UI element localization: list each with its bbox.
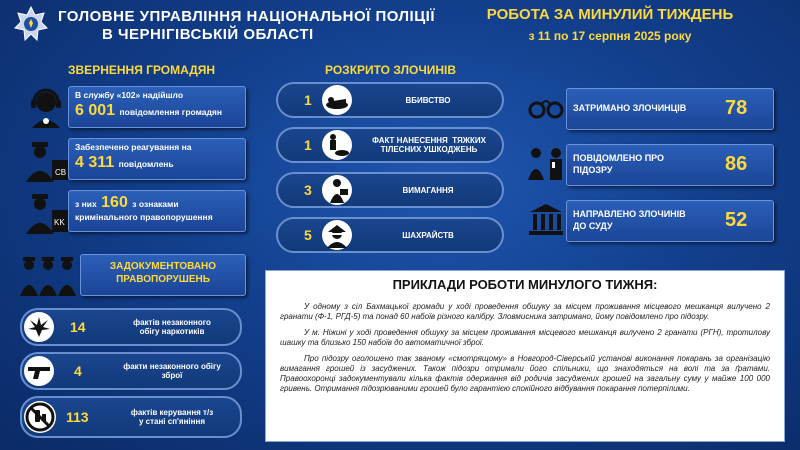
documented-title-line2: ПРАВОПОРУШЕНЬ <box>116 274 210 285</box>
documented-title-line1: ЗАДОКУМЕНТОВАНО <box>109 261 217 272</box>
documented-title-card <box>80 254 246 296</box>
stat-card-detained <box>566 88 774 130</box>
police-officer-icon <box>24 140 70 182</box>
svg-text:CB: CB <box>55 168 67 177</box>
fraud-label: ШАХРАЙСТВ <box>402 231 454 240</box>
appeal-1-post: повідомлення громадян <box>119 107 222 117</box>
cannabis-icon <box>24 312 54 342</box>
appeal-2-post: повідомлень <box>118 159 174 169</box>
fraud-number: 5 <box>304 227 312 243</box>
drunk-driving-number: 113 <box>66 409 89 425</box>
appeal-1-number: 6 001 <box>75 102 116 119</box>
detained-number: 78 <box>725 97 748 119</box>
injuries-number: 1 <box>304 137 312 153</box>
detained-label: ЗАТРИМАНО ЗЛОЧИНЦІВ <box>573 103 687 113</box>
court-label-line2: ДО СУДУ <box>573 221 613 231</box>
report-title: РОБОТА ЗА МИНУЛИЙ ТИЖДЕНЬ <box>486 6 734 23</box>
appeal-card-criminal <box>68 190 246 232</box>
report-heading <box>440 6 780 43</box>
solved-row-extortion <box>276 172 504 208</box>
fraudster-icon <box>322 220 352 250</box>
court-number: 52 <box>725 209 748 231</box>
drunk-driving-label <box>112 408 232 426</box>
court-label <box>573 209 686 231</box>
murder-label: ВБИВСТВО <box>405 96 451 105</box>
weapons-label-line1: факти незаконного обігу <box>123 362 221 371</box>
solved-title: РОЗКРИТО ЗЛОЧИНІВ <box>325 63 457 77</box>
header-title <box>58 8 435 44</box>
pistol-icon <box>24 356 54 386</box>
murder-icon <box>322 85 352 115</box>
drugs-label-line2: обігу наркотиків <box>139 327 205 336</box>
appeals-title: ЗВЕРНЕННЯ ГРОМАДЯН <box>68 63 216 77</box>
solved-row-injuries <box>276 127 504 163</box>
appeal-2-number: 4 311 <box>75 154 115 171</box>
documented-row-drugs <box>20 308 242 346</box>
injuries-label-line2: ТІЛЕСНИХ УШКОДЖЕНЬ <box>380 145 478 154</box>
injuries-label <box>362 136 496 154</box>
operator-icon <box>28 88 64 128</box>
appeal-2-pre: Забезпечено реагування на <box>75 142 192 152</box>
solved-row-fraud <box>276 217 504 253</box>
police-emblem-icon <box>14 6 48 42</box>
police-team-icon <box>20 256 76 296</box>
appeal-3-post: кримінального правопорушення <box>75 212 213 222</box>
example-paragraph-3: Про підозру оголошено так званому «смотрящому» в Новгород-Сіверській установі виконання покарань за організацію вимагання грошей із засуджених. Також підозри отримали його спільники, що знаходяться на волі та за ґратами. Правоохоронці задокументували кілька фактів одержання від родичів засуджених грошей на загальну суму у майже 100 000 гривень. Отримання підозрюваними грошей було гарантією спокійного відбування покарання потерпілими. <box>280 354 770 393</box>
drugs-number: 14 <box>70 319 86 335</box>
extortion-icon <box>322 175 352 205</box>
murder-number: 1 <box>304 92 312 108</box>
documented-row-drunk-driving <box>20 396 242 438</box>
suspicion-label-line1: ПОВІДОМЛЕНО ПРО <box>573 153 665 163</box>
stat-card-suspicion <box>566 144 774 186</box>
header-line1: ГОЛОВНЕ УПРАВЛІННЯ НАЦІОНАЛЬНОЇ ПОЛІЦІЇ <box>58 8 435 25</box>
examples-title: ПРИКЛАДИ РОБОТИ МИНУЛОГО ТИЖНЯ: <box>392 277 658 292</box>
weapons-number: 4 <box>74 363 82 379</box>
drunk-driving-label-line2: у стані сп'яніння <box>138 417 205 426</box>
extortion-number: 3 <box>304 182 312 198</box>
documented-row-weapons <box>20 352 242 390</box>
no-drunk-driving-icon <box>24 401 56 433</box>
suspicion-label-line2: ПІДОЗРУ <box>573 165 613 175</box>
police-badge-icon <box>24 192 70 234</box>
assault-icon <box>322 130 352 160</box>
appeal-1-pre: В службу «102» надійшло <box>75 90 184 100</box>
header-line2: В ЧЕРНІГІВСЬКІЙ ОБЛАСТІ <box>102 26 314 43</box>
court-icon <box>526 202 566 236</box>
stat-card-court <box>566 200 774 242</box>
svg-text:KK: KK <box>54 218 65 227</box>
suspicion-number: 86 <box>725 153 748 175</box>
appeal-3-number: 160 <box>101 194 128 211</box>
injuries-label-line1: ФАКТ НАНЕСЕННЯ ТЯЖКИХ <box>372 136 486 145</box>
handcuffs-icon <box>528 92 564 122</box>
weapons-label <box>112 362 232 380</box>
report-period: з 11 по 17 серпня 2025 року <box>528 29 692 43</box>
suspicion-label <box>573 153 664 175</box>
appeal-3-pre: з них <box>75 199 97 209</box>
solved-row-murder <box>276 82 504 118</box>
drunk-driving-label-line1: фактів керування т/з <box>130 408 214 417</box>
drugs-label-line1: фактів незаконного <box>133 318 211 327</box>
example-paragraph-1: У одному з сіл Бахмацької громади у ході проведення обшуку за місцем проживання місцевого мешканця вилучено 2 гранати (Ф-1, РГД-5) та понад 60 набоїв різного калібру. Зловмисника затримано, йому повідомлено про підозру. <box>280 302 770 321</box>
example-paragraph-2: У м. Ніжині у ході проведення обшуку за місцем проживання місцевого мешканця вилучено 2 гранати (РГН), тротилову шашку та близько 150 набоїв до автоматичної зброї. <box>280 328 770 347</box>
appeal-3-post1: з ознаками <box>132 199 179 209</box>
examples-panel <box>265 270 785 442</box>
drugs-label <box>112 318 232 336</box>
court-label-line1: НАПРАВЛЕНО ЗЛОЧИНІВ <box>573 209 686 219</box>
weapons-label-line2: зброї <box>161 371 183 380</box>
appeal-card-response <box>68 138 246 180</box>
suspect-notice-icon <box>526 146 566 180</box>
extortion-label: ВИМАГАННЯ <box>402 186 454 195</box>
appeal-card-102 <box>68 86 246 128</box>
